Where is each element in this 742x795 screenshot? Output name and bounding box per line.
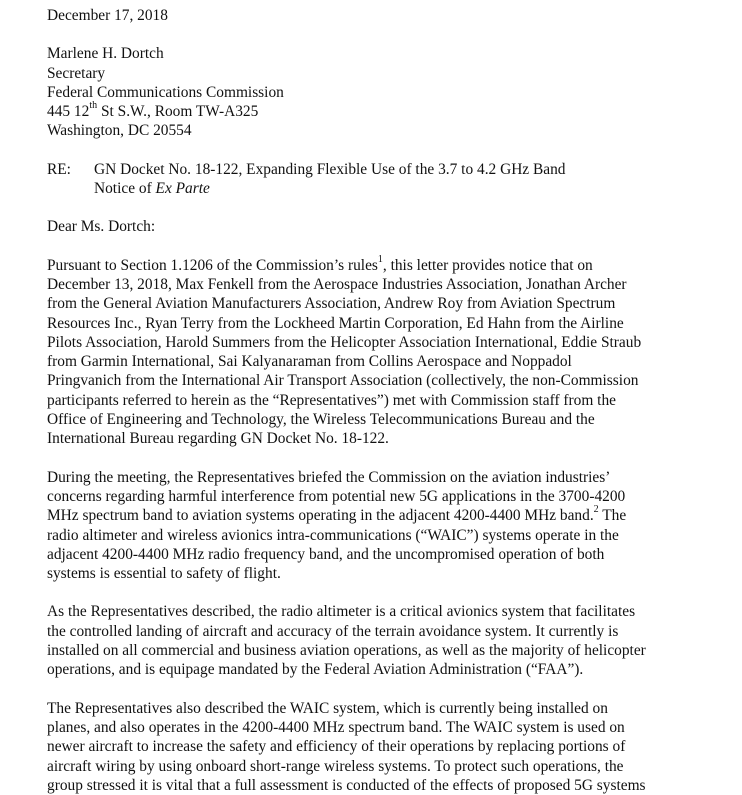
street-rest: St S.W., Room TW-A325	[97, 103, 259, 121]
paragraph-1	[47, 253, 737, 449]
re-subject-line: GN Docket No. 18-122, Expanding Flexible Use of the 3.7 to 4.2 GHz Band	[94, 160, 566, 178]
paragraph-line: from the General Aviation Manufacturers Association, Andrew Roy from Aviation Spectrum	[47, 295, 616, 313]
re-label: RE:	[47, 160, 71, 178]
letter-page	[47, 6, 737, 795]
salutation: Dear Ms. Dortch:	[47, 218, 156, 236]
paragraph-line: radio altimeter and wireless avionics intra-communications (“WAIC”) systems operate in the	[47, 526, 619, 544]
footnote-ref-1[interactable]: 1	[377, 253, 383, 265]
paragraph-line: December 13, 2018, Max Fenkell from the Aerospace Industries Association, Jonathan Archer	[47, 275, 627, 293]
re-subject	[94, 160, 565, 199]
re-notice-italic: Ex Parte	[155, 180, 210, 198]
paragraph-line: adjacent 4200-4400 MHz radio frequency band, and the uncompromised operation of both	[47, 545, 605, 563]
paragraph-line: group stressed it is vital that a full assessment is conducted of the effects of proposed 5G systems	[47, 776, 646, 794]
paragraph-line	[47, 506, 737, 525]
paragraph-line: Resources Inc., Ryan Terry from the Lockheed Martin Corporation, Ed Hahn from the Airline	[47, 314, 624, 332]
paragraph-line: As the Representatives described, the radio altimeter is a critical avionics system that facilitates	[47, 603, 636, 621]
paragraph-line: aircraft wiring by using onboard short-range wireless systems. To protect such operations, the	[47, 757, 624, 775]
text-run: , this letter provides notice that on	[382, 256, 593, 274]
recipient-address	[47, 44, 737, 140]
text-run: Pursuant to Section 1.1206 of the Commission’s rules	[47, 256, 378, 274]
paragraph-line	[47, 253, 737, 275]
paragraph-line: the controlled landing of aircraft and accuracy of the terrain avoidance system. It currently is	[47, 622, 619, 640]
recipient-title: Secretary	[47, 64, 106, 82]
recipient-city: Washington, DC 20554	[47, 122, 192, 140]
paragraph-4	[47, 699, 737, 795]
paragraph-line: operations, and is equipage mandated by the Federal Aviation Administration (“FAA”).	[47, 661, 584, 679]
paragraph-line: from Garmin International, Sai Kalyanaraman from Collins Aerospace and Noppadol	[47, 353, 572, 371]
paragraph-line: planes, and also operates in the 4200-4400 MHz spectrum band. The WAIC system is used on	[47, 718, 625, 736]
paragraph-line: participants referred to herein as the “Representatives”) met with Commission staff from the	[47, 391, 616, 409]
paragraph-line: International Bureau regarding GN Docket No. 18-122.	[47, 430, 389, 448]
paragraph-line: Office of Engineering and Technology, the Wireless Telecommunications Bureau and the	[47, 411, 595, 429]
paragraph-line: Pilots Association, Harold Summers from the Helicopter Association International, Eddie Straub	[47, 333, 642, 351]
footnote-ref-2[interactable]: 2	[593, 504, 599, 516]
street-ordinal: th	[89, 100, 98, 112]
letter-date: December 17, 2018	[47, 7, 168, 24]
paragraph-line: Pringvanich from the International Air Transport Association (collectively, the non-Commission	[47, 372, 639, 390]
text-run: The	[598, 507, 627, 525]
paragraph-line: During the meeting, the Representatives briefed the Commission on the aviation industries’	[47, 468, 611, 486]
paragraph-2	[47, 468, 737, 584]
paragraph-line: concerns regarding harmful interference from potential new 5G applications in the 3700-4200	[47, 487, 626, 505]
recipient-org: Federal Communications Commission	[47, 83, 284, 101]
recipient-street	[47, 102, 737, 121]
paragraph-line: The Representatives also described the WAIC system, which is currently being installed on	[47, 699, 608, 717]
text-run: MHz spectrum band to aviation systems operating in the adjacent 4200-4400 MHz band.	[47, 507, 594, 525]
paragraph-3	[47, 602, 737, 679]
paragraph-line: installed on all commercial and business aviation operations, as well as the majority of helicopter	[47, 642, 646, 660]
street-number: 445 12	[47, 103, 90, 121]
re-block	[47, 160, 737, 199]
paragraph-line: systems is essential to safety of flight.	[47, 565, 281, 583]
re-notice-prefix: Notice of	[94, 180, 156, 198]
re-notice-line	[94, 179, 565, 198]
recipient-name: Marlene H. Dortch	[47, 45, 164, 63]
paragraph-line: newer aircraft to increase the safety and efficiency of their operations by replacing portions of	[47, 738, 626, 756]
